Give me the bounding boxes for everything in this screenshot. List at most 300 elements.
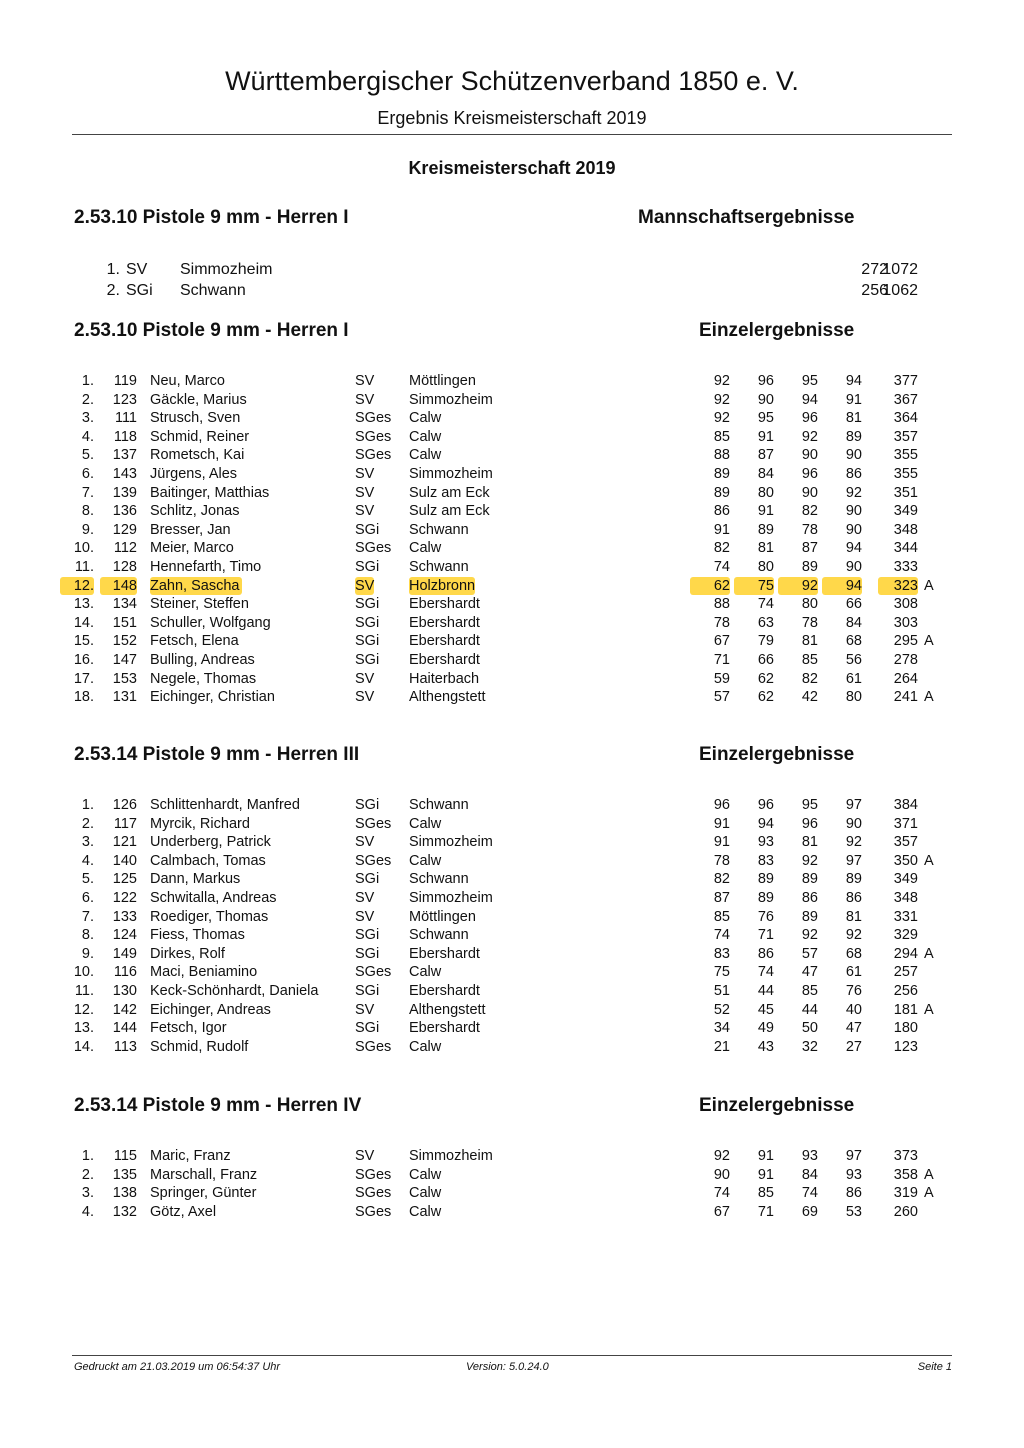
club-location: Sulz am Eck bbox=[409, 503, 490, 519]
series-1-score: 74 bbox=[713, 1185, 730, 1201]
total-score: 377 bbox=[893, 373, 918, 389]
club-type: SGi bbox=[355, 946, 380, 962]
series-3-score: 92 bbox=[801, 853, 818, 869]
series-3-score: 89 bbox=[801, 559, 818, 575]
remark-flag: A bbox=[924, 1167, 934, 1183]
rank: 3. bbox=[81, 1185, 94, 1201]
series-1-score: 52 bbox=[713, 1002, 730, 1018]
series-4-score: 94 bbox=[822, 577, 862, 595]
result-row bbox=[0, 484, 1024, 502]
total-score: 323 bbox=[878, 577, 918, 595]
club-location: Haiterbach bbox=[409, 671, 480, 687]
shooter-name: Schwitalla, Andreas bbox=[150, 890, 277, 906]
series-1-score: 96 bbox=[713, 797, 730, 813]
start-number: 132 bbox=[112, 1204, 137, 1220]
club-location: Ebershardt bbox=[409, 946, 480, 962]
result-row bbox=[0, 908, 1024, 926]
series-3-score: 96 bbox=[801, 816, 818, 832]
club-type: SV bbox=[355, 578, 375, 594]
total-score: 364 bbox=[893, 410, 918, 426]
series-2-score: 74 bbox=[757, 964, 774, 980]
rank: 10. bbox=[73, 964, 94, 980]
start-number: 113 bbox=[113, 1039, 137, 1055]
result-row bbox=[0, 409, 1024, 427]
series-4-score: 86 bbox=[845, 466, 862, 482]
club-type: SGi bbox=[355, 522, 380, 538]
result-row bbox=[0, 852, 1024, 870]
club-location: Simmozheim bbox=[409, 466, 493, 482]
start-number: 137 bbox=[112, 447, 137, 463]
series-3-score: 74 bbox=[801, 1185, 818, 1201]
club-type: SV bbox=[355, 834, 375, 850]
start-number: 151 bbox=[112, 615, 137, 631]
team-score-a: 256 bbox=[861, 282, 888, 299]
start-number: 152 bbox=[112, 633, 137, 649]
series-3-score: 32 bbox=[801, 1039, 818, 1055]
series-3-score: 50 bbox=[801, 1020, 818, 1036]
club-type: SGi bbox=[355, 1020, 380, 1036]
series-1-score: 67 bbox=[713, 633, 730, 649]
remark-flag: A bbox=[924, 578, 934, 594]
series-2-score: 91 bbox=[757, 429, 774, 445]
rank: 11. bbox=[74, 559, 94, 575]
start-number: 130 bbox=[112, 983, 137, 999]
shooter-name: Fetsch, Igor bbox=[150, 1020, 227, 1036]
series-2-score: 91 bbox=[757, 1167, 774, 1183]
shooter-name: Schmid, Reiner bbox=[150, 429, 250, 445]
club-type: SV bbox=[355, 1148, 375, 1164]
total-score: 260 bbox=[893, 1204, 918, 1220]
result-row bbox=[0, 632, 1024, 650]
total-score: 331 bbox=[893, 909, 918, 925]
start-number: 129 bbox=[112, 522, 137, 538]
shooter-name: Fiess, Thomas bbox=[150, 927, 245, 943]
result-row bbox=[0, 815, 1024, 833]
rank: 13. bbox=[73, 596, 94, 612]
team-club-type: SV bbox=[126, 261, 148, 278]
total-score: 329 bbox=[893, 927, 918, 943]
total-score: 350 bbox=[893, 853, 918, 869]
club-type: SV bbox=[355, 1002, 375, 1018]
club-type: SGes bbox=[355, 816, 392, 832]
series-3-score: 69 bbox=[801, 1204, 818, 1220]
club-location: Calw bbox=[409, 853, 442, 869]
start-number: 124 bbox=[112, 927, 137, 943]
series-2-score: 80 bbox=[757, 485, 774, 501]
remark-flag: A bbox=[924, 1185, 934, 1201]
series-2-score: 96 bbox=[757, 797, 774, 813]
total-score: 351 bbox=[893, 485, 918, 501]
series-4-score: 89 bbox=[845, 429, 862, 445]
result-row bbox=[0, 521, 1024, 539]
result-row bbox=[0, 870, 1024, 888]
header-divider bbox=[72, 134, 952, 135]
rank: 11. bbox=[74, 983, 94, 999]
start-number: 147 bbox=[112, 652, 137, 668]
series-2-score: 79 bbox=[757, 633, 774, 649]
shooter-name: Rometsch, Kai bbox=[150, 447, 245, 463]
rank: 17. bbox=[73, 671, 94, 687]
series-4-score: 80 bbox=[845, 689, 862, 705]
rank: 1. bbox=[81, 373, 94, 389]
rank: 2. bbox=[81, 1167, 94, 1183]
result-row bbox=[0, 651, 1024, 669]
series-2-score: 44 bbox=[757, 983, 774, 999]
series-3-score: 95 bbox=[801, 797, 818, 813]
series-1-score: 59 bbox=[713, 671, 730, 687]
series-1-score: 82 bbox=[713, 871, 730, 887]
club-location: Ebershardt bbox=[409, 596, 480, 612]
series-2-score: 91 bbox=[757, 503, 774, 519]
series-4-score: 81 bbox=[845, 909, 862, 925]
start-number: 139 bbox=[112, 485, 137, 501]
total-score: 256 bbox=[893, 983, 918, 999]
shooter-name: Eichinger, Christian bbox=[150, 689, 275, 705]
shooter-name: Hennefarth, Timo bbox=[150, 559, 262, 575]
total-score: 348 bbox=[893, 522, 918, 538]
series-1-score: 21 bbox=[713, 1039, 730, 1055]
shooter-name: Underberg, Patrick bbox=[150, 834, 271, 850]
total-score: 348 bbox=[893, 890, 918, 906]
series-4-score: 47 bbox=[845, 1020, 862, 1036]
total-score: 371 bbox=[893, 816, 918, 832]
club-location: Schwann bbox=[409, 927, 469, 943]
total-score: 355 bbox=[893, 447, 918, 463]
result-row bbox=[0, 833, 1024, 851]
rank: 4. bbox=[81, 429, 94, 445]
series-1-score: 89 bbox=[713, 466, 730, 482]
series-4-score: 94 bbox=[845, 373, 862, 389]
result-row bbox=[0, 945, 1024, 963]
series-4-score: 93 bbox=[845, 1167, 862, 1183]
result-row bbox=[0, 391, 1024, 409]
series-1-score: 74 bbox=[713, 559, 730, 575]
result-row bbox=[0, 595, 1024, 613]
shooter-name: Dirkes, Rolf bbox=[150, 946, 225, 962]
series-4-score: 92 bbox=[845, 927, 862, 943]
series-2-score: 84 bbox=[757, 466, 774, 482]
remark-flag: A bbox=[924, 633, 934, 649]
club-type: SV bbox=[355, 890, 375, 906]
rank: 9. bbox=[81, 946, 94, 962]
club-location: Ebershardt bbox=[409, 633, 480, 649]
series-4-score: 90 bbox=[845, 522, 862, 538]
club-type: SV bbox=[355, 373, 375, 389]
club-type: SV bbox=[355, 909, 375, 925]
remark-flag: A bbox=[924, 689, 934, 705]
result-row bbox=[0, 372, 1024, 390]
result-row bbox=[0, 502, 1024, 520]
series-1-score: 62 bbox=[690, 577, 730, 595]
shooter-name: Baitinger, Matthias bbox=[150, 485, 270, 501]
start-number: 126 bbox=[112, 797, 137, 813]
shooter-name: Calmbach, Tomas bbox=[150, 853, 266, 869]
start-number: 144 bbox=[112, 1020, 137, 1036]
shooter-name: Strusch, Sven bbox=[150, 410, 241, 426]
club-type: SGes bbox=[355, 410, 392, 426]
series-3-score: 82 bbox=[801, 503, 818, 519]
team-score-total: 1062 bbox=[882, 282, 918, 299]
series-3-score: 93 bbox=[801, 1148, 818, 1164]
team-score-total: 1072 bbox=[882, 261, 918, 278]
series-1-score: 87 bbox=[713, 890, 730, 906]
series-3-score: 95 bbox=[801, 373, 818, 389]
shooter-name: Steiner, Steffen bbox=[150, 596, 249, 612]
series-1-score: 83 bbox=[713, 946, 730, 962]
total-score: 367 bbox=[893, 392, 918, 408]
club-type: SV bbox=[355, 392, 375, 408]
result-row bbox=[0, 796, 1024, 814]
page-number: Seite 1 bbox=[917, 1361, 952, 1373]
rank: 8. bbox=[81, 503, 94, 519]
series-3-score: 42 bbox=[801, 689, 818, 705]
team-section-title: 2.53.10 Pistole 9 mm - Herren I bbox=[74, 207, 349, 228]
series-2-score: 95 bbox=[757, 410, 774, 426]
series-4-score: 76 bbox=[845, 983, 862, 999]
result-row-highlighted bbox=[0, 577, 1024, 595]
start-number: 136 bbox=[112, 503, 137, 519]
series-1-score: 78 bbox=[713, 853, 730, 869]
series-1-score: 85 bbox=[713, 429, 730, 445]
shooter-name: Schlitz, Jonas bbox=[150, 503, 240, 519]
club-type: SGes bbox=[355, 1039, 392, 1055]
start-number: 149 bbox=[112, 946, 137, 962]
series-3-score: 90 bbox=[801, 485, 818, 501]
series-3-score: 92 bbox=[778, 577, 818, 595]
club-type: SGi bbox=[355, 633, 380, 649]
result-row bbox=[0, 614, 1024, 632]
club-location: Simmozheim bbox=[409, 1148, 493, 1164]
series-1-score: 90 bbox=[713, 1167, 730, 1183]
shooter-name: Zahn, Sascha bbox=[150, 577, 242, 595]
rank: 2. bbox=[81, 816, 94, 832]
series-1-score: 86 bbox=[713, 503, 730, 519]
rank: 6. bbox=[81, 466, 94, 482]
club-location: Simmozheim bbox=[409, 392, 493, 408]
series-2-score: 75 bbox=[734, 577, 774, 595]
total-score: 303 bbox=[893, 615, 918, 631]
series-1-score: 92 bbox=[713, 392, 730, 408]
series-2-score: 62 bbox=[757, 689, 774, 705]
start-number: 148 bbox=[100, 577, 137, 595]
total-score: 349 bbox=[893, 503, 918, 519]
series-2-score: 85 bbox=[757, 1185, 774, 1201]
shooter-name: Schuller, Wolfgang bbox=[150, 615, 271, 631]
series-2-score: 71 bbox=[757, 1204, 774, 1220]
result-row bbox=[0, 982, 1024, 1000]
shooter-name: Gäckle, Marius bbox=[150, 392, 247, 408]
series-1-score: 34 bbox=[713, 1020, 730, 1036]
result-row bbox=[0, 1147, 1024, 1165]
series-4-score: 92 bbox=[845, 834, 862, 850]
series-3-score: 90 bbox=[801, 447, 818, 463]
total-score: 384 bbox=[893, 797, 918, 813]
section-title-herren-1: 2.53.10 Pistole 9 mm - Herren I bbox=[74, 320, 349, 341]
club-location: Ebershardt bbox=[409, 652, 480, 668]
series-2-score: 94 bbox=[757, 816, 774, 832]
series-4-score: 97 bbox=[845, 797, 862, 813]
series-1-score: 92 bbox=[713, 410, 730, 426]
series-2-score: 86 bbox=[757, 946, 774, 962]
rank: 8. bbox=[81, 927, 94, 943]
result-row bbox=[0, 1038, 1024, 1056]
series-2-score: 89 bbox=[757, 890, 774, 906]
club-location: Calw bbox=[409, 1204, 442, 1220]
start-number: 112 bbox=[113, 540, 137, 556]
rank: 3. bbox=[81, 410, 94, 426]
series-1-score: 82 bbox=[713, 540, 730, 556]
series-3-score: 81 bbox=[801, 834, 818, 850]
club-type: SV bbox=[355, 503, 375, 519]
section-label-herren-4: Einzelergebnisse bbox=[699, 1095, 855, 1116]
rank: 14. bbox=[73, 615, 94, 631]
start-number: 140 bbox=[112, 853, 137, 869]
team-rank: 2. bbox=[106, 282, 120, 299]
shooter-name: Schlittenhardt, Manfred bbox=[150, 797, 300, 813]
club-location: Schwann bbox=[409, 522, 469, 538]
result-row bbox=[0, 1203, 1024, 1221]
total-score: 241 bbox=[893, 689, 918, 705]
series-3-score: 44 bbox=[801, 1002, 818, 1018]
series-2-score: 74 bbox=[757, 596, 774, 612]
club-location: Calw bbox=[409, 1167, 442, 1183]
series-3-score: 84 bbox=[801, 1167, 818, 1183]
competition-title: Kreismeisterschaft 2019 bbox=[408, 158, 616, 178]
start-number: 116 bbox=[113, 964, 137, 980]
series-4-score: 89 bbox=[845, 871, 862, 887]
series-3-score: 92 bbox=[801, 429, 818, 445]
series-4-score: 94 bbox=[845, 540, 862, 556]
series-2-score: 81 bbox=[757, 540, 774, 556]
club-type: SV bbox=[355, 689, 375, 705]
series-2-score: 62 bbox=[757, 671, 774, 687]
result-row bbox=[0, 1166, 1024, 1184]
shooter-name: Marschall, Franz bbox=[150, 1167, 258, 1183]
shooter-name: Fetsch, Elena bbox=[150, 633, 239, 649]
section-label-herren-1: Einzelergebnisse bbox=[699, 320, 855, 341]
total-score: 333 bbox=[893, 559, 918, 575]
rank: 18. bbox=[73, 689, 94, 705]
series-2-score: 76 bbox=[757, 909, 774, 925]
club-type: SGi bbox=[355, 983, 380, 999]
series-4-score: 91 bbox=[845, 392, 862, 408]
start-number: 142 bbox=[112, 1002, 137, 1018]
series-1-score: 88 bbox=[713, 596, 730, 612]
series-1-score: 91 bbox=[713, 834, 730, 850]
series-2-score: 91 bbox=[757, 1148, 774, 1164]
series-3-score: 82 bbox=[801, 671, 818, 687]
remark-flag: A bbox=[924, 853, 934, 869]
club-type: SGes bbox=[355, 1185, 392, 1201]
series-4-score: 68 bbox=[845, 633, 862, 649]
shooter-name: Jürgens, Ales bbox=[150, 466, 238, 482]
club-type: SGi bbox=[355, 615, 380, 631]
series-2-score: 90 bbox=[757, 392, 774, 408]
club-location: Ebershardt bbox=[409, 1020, 480, 1036]
club-type: SV bbox=[355, 466, 375, 482]
section-label-herren-3: Einzelergebnisse bbox=[699, 744, 855, 765]
club-type: SGes bbox=[355, 540, 392, 556]
start-number: 117 bbox=[113, 816, 137, 832]
series-1-score: 89 bbox=[713, 485, 730, 501]
shooter-name: Keck-Schönhardt, Daniela bbox=[150, 983, 319, 999]
total-score: 373 bbox=[893, 1148, 918, 1164]
rank: 4. bbox=[81, 853, 94, 869]
total-score: 294 bbox=[893, 946, 918, 962]
series-3-score: 86 bbox=[801, 890, 818, 906]
club-type: SGes bbox=[355, 429, 392, 445]
start-number: 131 bbox=[112, 689, 137, 705]
start-number: 118 bbox=[113, 429, 137, 445]
series-1-score: 88 bbox=[713, 447, 730, 463]
total-score: 295 bbox=[893, 633, 918, 649]
series-3-score: 89 bbox=[801, 871, 818, 887]
series-1-score: 91 bbox=[713, 522, 730, 538]
shooter-name: Roediger, Thomas bbox=[150, 909, 269, 925]
result-row bbox=[0, 926, 1024, 944]
start-number: 135 bbox=[112, 1167, 137, 1183]
total-score: 181 bbox=[893, 1002, 918, 1018]
club-location: Ebershardt bbox=[409, 983, 480, 999]
result-row bbox=[0, 1001, 1024, 1019]
series-1-score: 51 bbox=[713, 983, 730, 999]
club-type: SV bbox=[355, 671, 375, 687]
series-4-score: 86 bbox=[845, 1185, 862, 1201]
series-1-score: 92 bbox=[713, 1148, 730, 1164]
result-row bbox=[0, 889, 1024, 907]
series-1-score: 91 bbox=[713, 816, 730, 832]
club-type: SGes bbox=[355, 447, 392, 463]
remark-flag: A bbox=[924, 946, 934, 962]
shooter-name: Bresser, Jan bbox=[150, 522, 231, 538]
club-location: Simmozheim bbox=[409, 834, 493, 850]
start-number: 111 bbox=[114, 410, 137, 426]
club-type: SGes bbox=[355, 964, 392, 980]
club-location: Möttlingen bbox=[409, 373, 476, 389]
club-type: SGi bbox=[355, 559, 380, 575]
rank: 4. bbox=[81, 1204, 94, 1220]
club-location: Althengstett bbox=[409, 689, 486, 705]
start-number: 125 bbox=[112, 871, 137, 887]
series-1-score: 75 bbox=[713, 964, 730, 980]
start-number: 119 bbox=[113, 373, 137, 389]
series-4-score: 53 bbox=[845, 1204, 862, 1220]
series-4-score: 66 bbox=[845, 596, 862, 612]
series-3-score: 85 bbox=[801, 983, 818, 999]
club-type: SGes bbox=[355, 1167, 392, 1183]
team-row bbox=[0, 259, 1024, 280]
remark-flag: A bbox=[924, 1002, 934, 1018]
shooter-name: Maric, Franz bbox=[150, 1148, 231, 1164]
result-row bbox=[0, 465, 1024, 483]
team-row bbox=[0, 280, 1024, 301]
section-title-herren-4: 2.53.14 Pistole 9 mm - Herren IV bbox=[74, 1095, 362, 1116]
shooter-name: Meier, Marco bbox=[150, 540, 234, 556]
team-name: Simmozheim bbox=[180, 261, 273, 278]
shooter-name: Schmid, Rudolf bbox=[150, 1039, 249, 1055]
series-4-score: 90 bbox=[845, 816, 862, 832]
series-4-score: 81 bbox=[845, 410, 862, 426]
series-3-score: 47 bbox=[801, 964, 818, 980]
result-row bbox=[0, 539, 1024, 557]
series-2-score: 80 bbox=[757, 559, 774, 575]
club-location: Sulz am Eck bbox=[409, 485, 490, 501]
series-3-score: 78 bbox=[801, 615, 818, 631]
shooter-name: Springer, Günter bbox=[150, 1185, 257, 1201]
footer-divider bbox=[72, 1355, 952, 1356]
organization-title: Württembergischer Schützenverband 1850 e. V. bbox=[225, 66, 799, 96]
rank: 16. bbox=[73, 652, 94, 668]
